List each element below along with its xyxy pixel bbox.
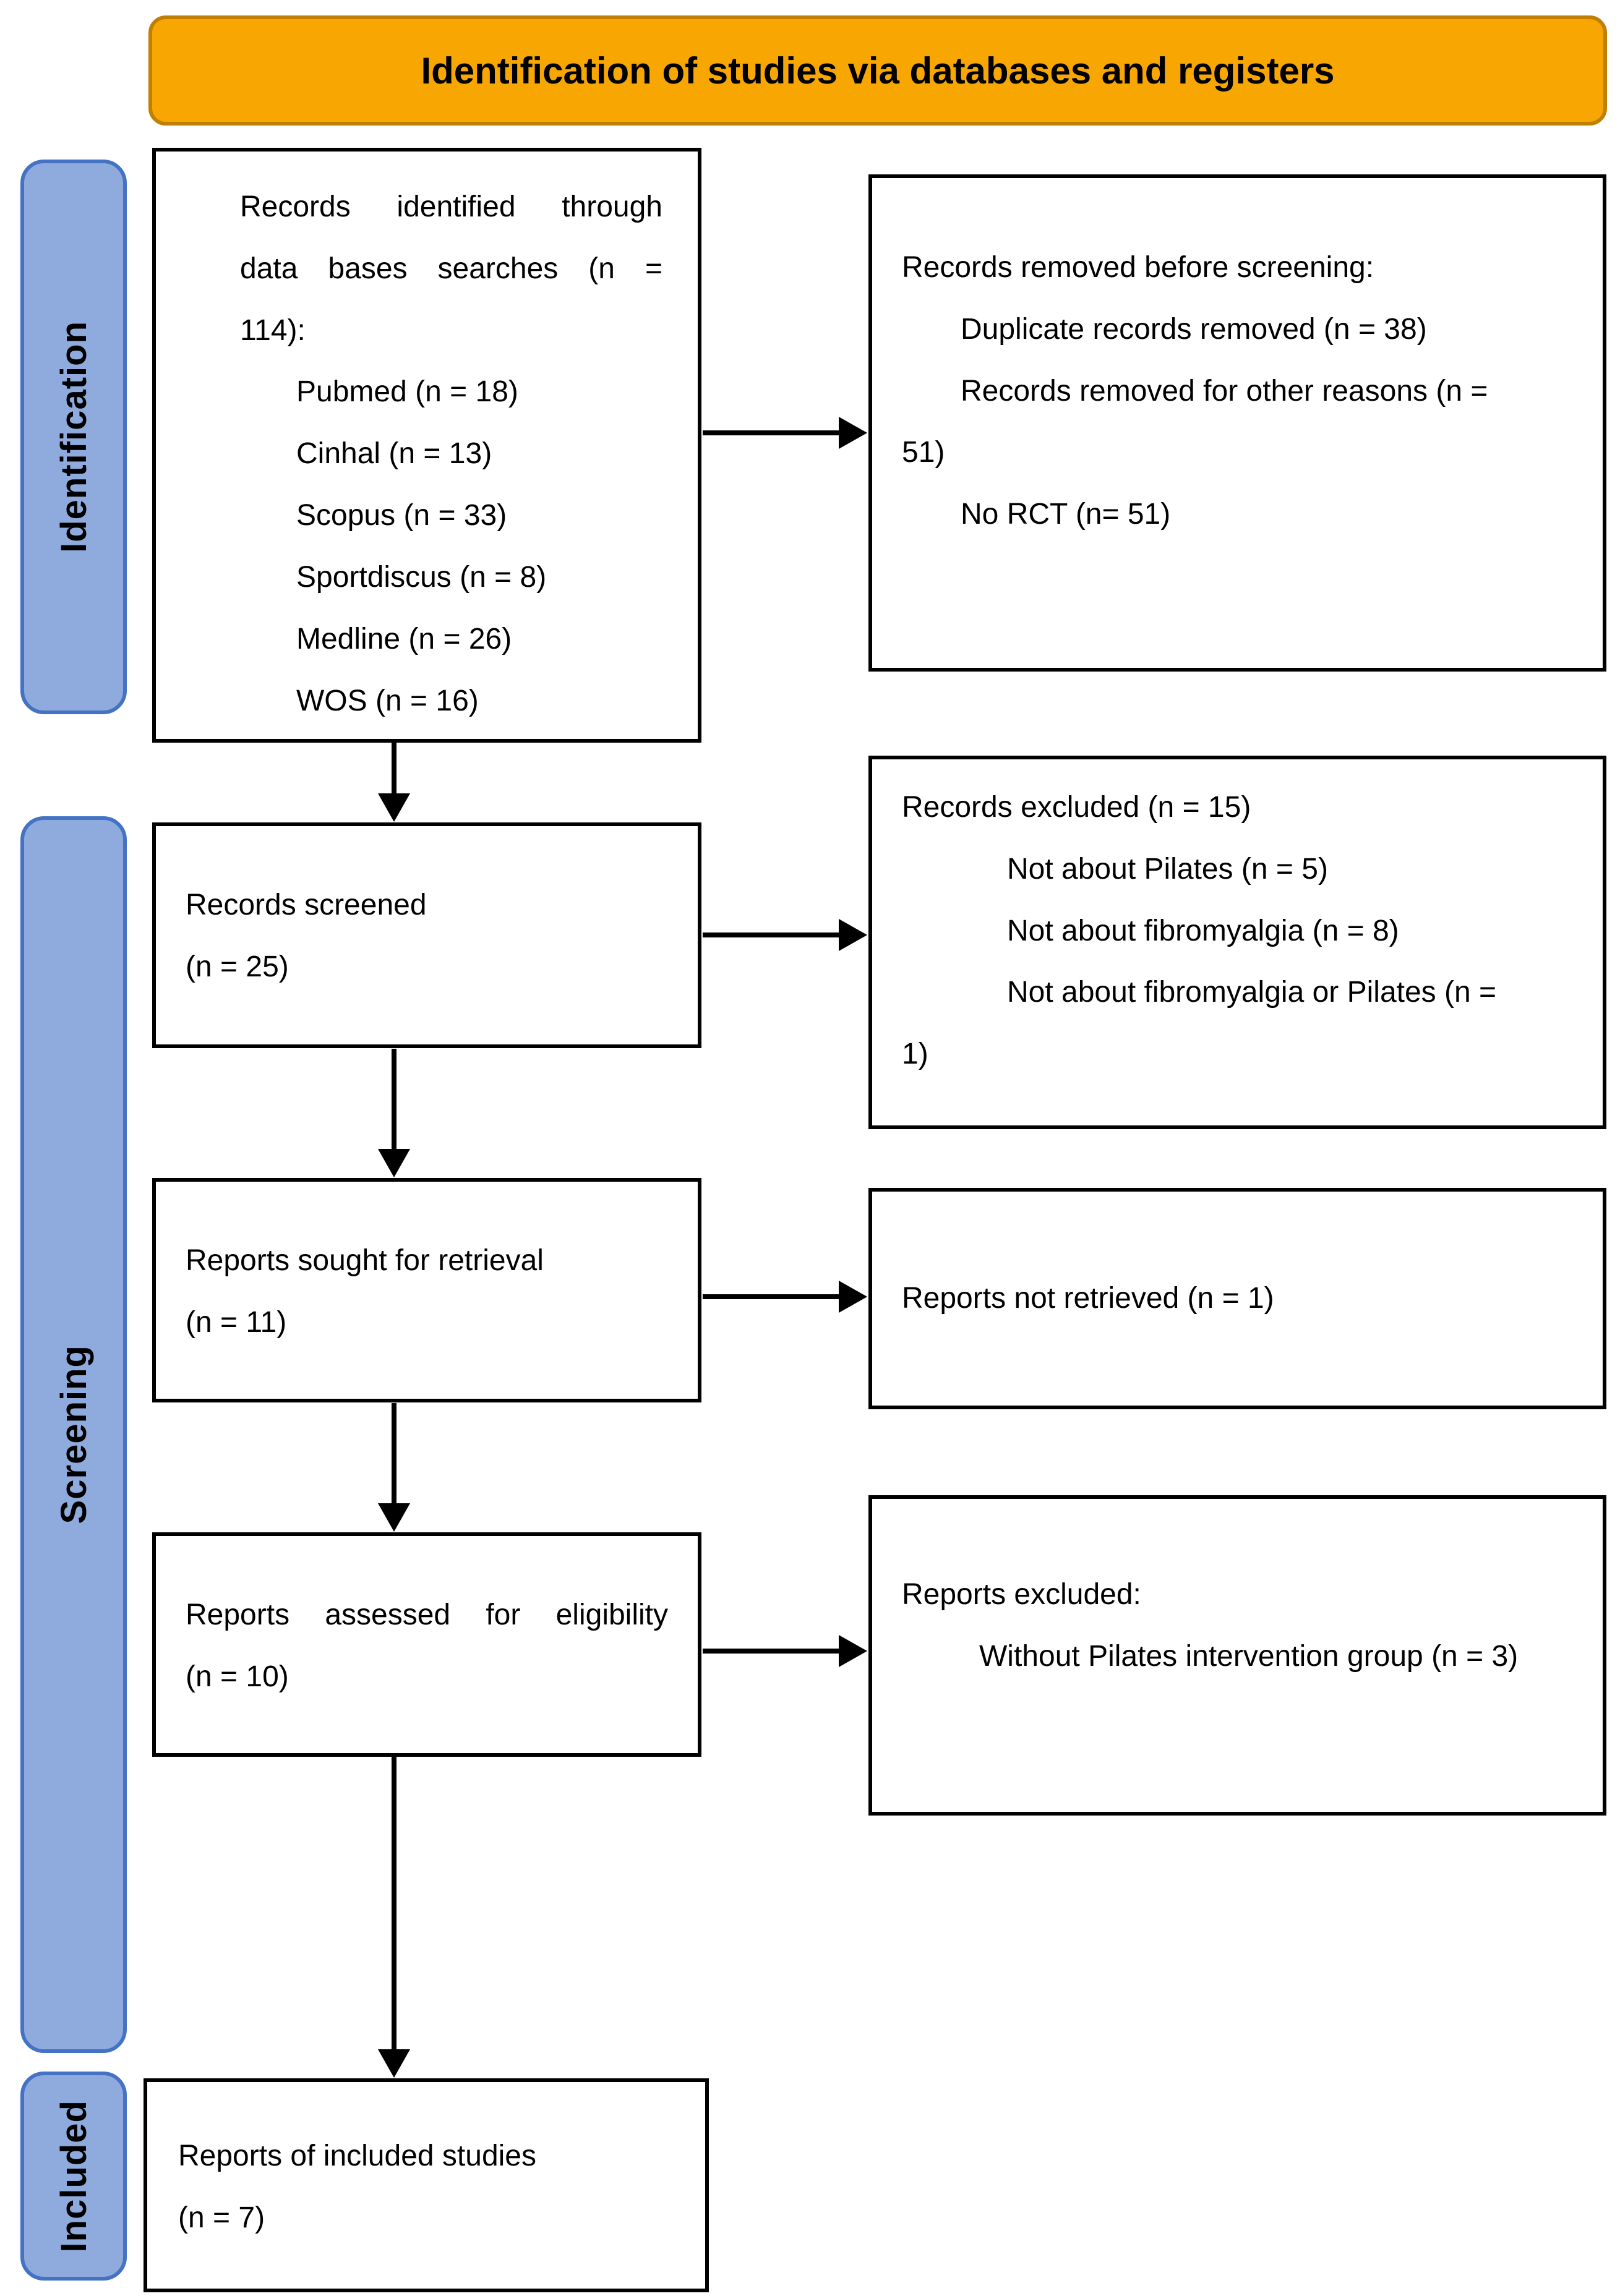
box-reports-sought: [152, 1178, 701, 1402]
banner-title: Identification of studies via databases and registers: [421, 49, 1335, 92]
database-item: Sportdiscus (n = 8): [296, 560, 547, 594]
box-reports-not-retrieved: [868, 1188, 1606, 1409]
arrow-shaft: [703, 1294, 844, 1299]
records-excluded-item: Not about fibromyalgia or Pilates (n =: [1007, 976, 1497, 1009]
records-identified-intro-line: data bases searches (n =: [240, 252, 662, 285]
records-removed-item-continuation: 51): [902, 436, 945, 469]
arrow-shaft: [392, 1049, 396, 1154]
reports-not-retrieved-label: Reports not retrieved (n = 1): [902, 1282, 1274, 1315]
arrow-head: [839, 417, 867, 449]
stage-label-included: [20, 2072, 127, 2281]
arrow-shaft: [392, 743, 396, 798]
records-removed-heading: Records removed before screening:: [902, 251, 1374, 284]
stage-label-identification: [20, 160, 127, 714]
arrow-shaft: [392, 1757, 396, 2054]
records-removed-item: No RCT (n= 51): [961, 498, 1171, 531]
database-item: WOS (n = 16): [296, 684, 479, 717]
reports-excluded-heading: Reports excluded:: [902, 1578, 1141, 1611]
records-screened-label: Records screened: [186, 889, 427, 921]
arrow-head: [378, 793, 410, 822]
box-reports-assessed: [152, 1532, 701, 1757]
box-records-removed: [868, 174, 1606, 672]
reports-included-count: (n = 7): [178, 2201, 265, 2234]
arrow-right-assessed-to-excluded: [703, 1635, 867, 1667]
stage-label-screening-text: Screening: [53, 1345, 94, 1524]
arrow-right-identified-to-removed: [703, 417, 867, 449]
arrow-head: [839, 1635, 867, 1667]
arrow-shaft: [703, 430, 844, 435]
box-reports-excluded: [868, 1495, 1606, 1816]
records-screened-count: (n = 25): [186, 950, 289, 983]
records-removed-item: Records removed for other reasons (n =: [961, 374, 1488, 408]
database-item: Pubmed (n = 18): [296, 375, 518, 409]
arrow-shaft: [703, 1649, 844, 1654]
records-identified-intro-line: Records identified through: [240, 190, 662, 223]
records-excluded-item: Not about Pilates (n = 5): [1007, 852, 1328, 886]
stage-label-identification-text: Identification: [53, 321, 94, 553]
banner: [148, 15, 1607, 126]
stage-label-screening: [20, 816, 127, 2053]
arrow-head: [378, 1149, 410, 1177]
database-item: Scopus (n = 33): [296, 499, 507, 532]
records-identified-intro-line: 114):: [240, 314, 306, 347]
arrow-head: [378, 2049, 410, 2078]
box-records-excluded: [868, 756, 1606, 1129]
arrow-head: [839, 1281, 867, 1313]
reports-assessed-label: Reports assessed for eligibility: [186, 1598, 668, 1631]
records-excluded-item-continuation: 1): [902, 1038, 928, 1071]
arrow-shaft: [392, 1403, 396, 1508]
arrow-right-screened-to-excluded: [703, 919, 867, 951]
records-excluded-item: Not about fibromyalgia (n = 8): [1007, 914, 1399, 947]
arrow-down-screened-to-sought: [378, 1049, 410, 1177]
arrow-down-assessed-to-included: [378, 1757, 410, 2078]
arrow-shaft: [703, 932, 844, 937]
reports-excluded-item: Without Pilates intervention group (n = 3): [979, 1639, 1519, 1673]
arrow-down-identified-to-screened: [378, 743, 410, 822]
box-records-screened: [152, 822, 701, 1048]
arrow-head: [378, 1503, 410, 1532]
database-item: Medline (n = 26): [296, 622, 512, 655]
arrow-right-sought-to-not-retrieved: [703, 1281, 867, 1313]
reports-included-label: Reports of included studies: [178, 2140, 536, 2172]
stage-label-included-text: Included: [53, 2099, 94, 2253]
reports-assessed-count: (n = 10): [186, 1660, 289, 1693]
arrow-head: [839, 919, 867, 951]
database-item: Cinhal (n = 13): [296, 437, 492, 471]
records-removed-item: Duplicate records removed (n = 38): [961, 312, 1427, 346]
reports-sought-count: (n = 11): [186, 1305, 287, 1339]
reports-sought-label: Reports sought for retrieval: [186, 1244, 544, 1277]
records-excluded-heading: Records excluded (n = 15): [902, 791, 1251, 824]
box-reports-included: [144, 2078, 709, 2292]
box-records-identified: [152, 148, 701, 743]
arrow-down-sought-to-assessed: [378, 1403, 410, 1532]
